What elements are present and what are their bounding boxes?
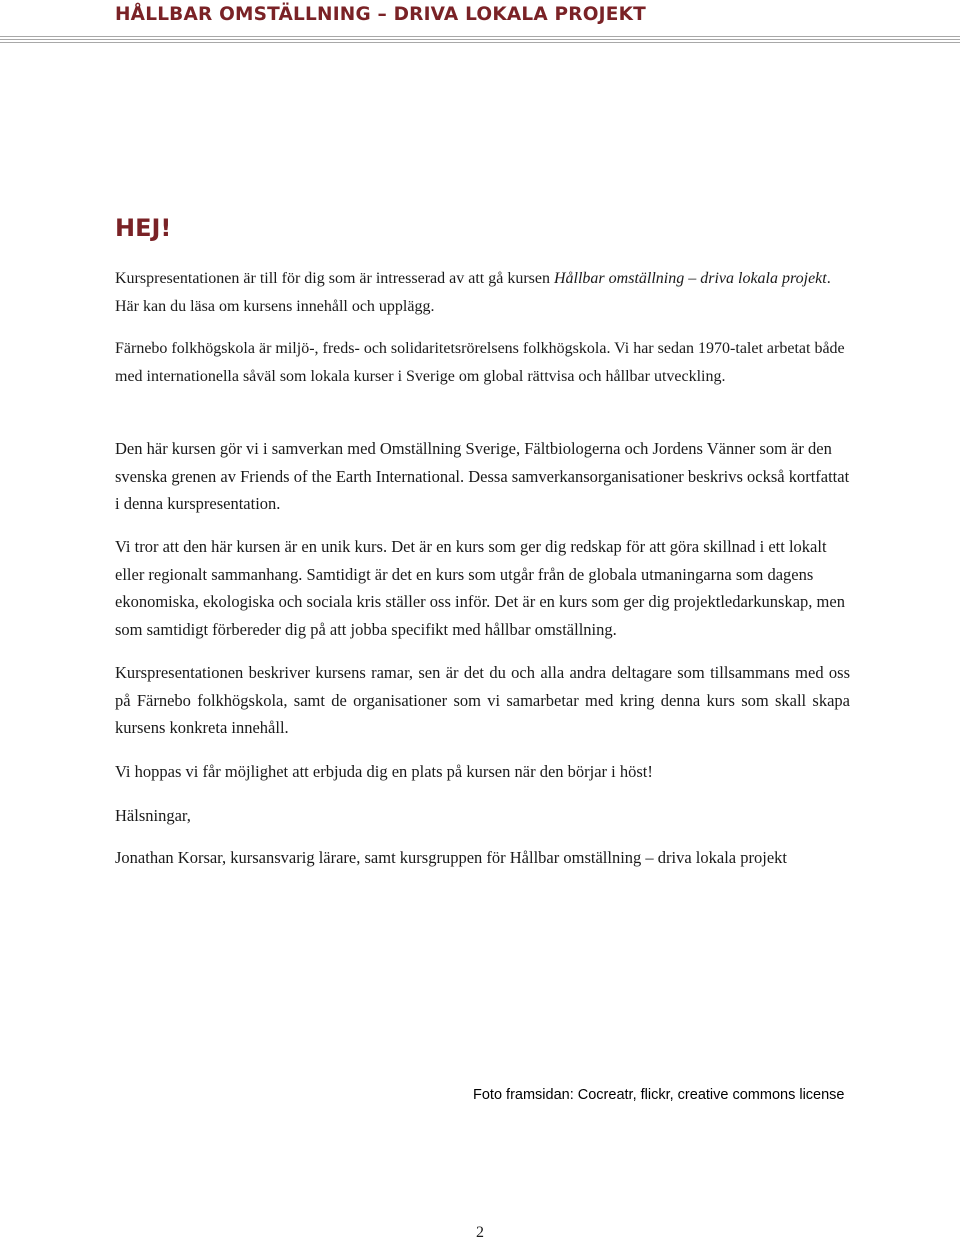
course-description-paragraph: Vi tror att den här kursen är en unik kurs. Det är en kurs som ger dig redskap för att göra skillnad i ett lokalt eller regionalt sammanhang. Samtidigt är det en kurs som utgår från de globala utmaningarna som dagens ekonomiska, ekologiska och sociala kris ställer oss inför. Det är en kurs som ger dig projektledarkunskap, men som samtidigt förbereder dig på att jobba specifikt med hållbar omställning. [115,537,845,639]
signature-line: Jonathan Korsar, kursansvarig lärare, samt kursgruppen för Hållbar omställning – driva lokala projekt [115,848,787,867]
course-name: Hållbar omställning – driva lokala projekt [553,270,827,287]
greeting: Hälsningar, [115,806,191,825]
header-divider [0,36,960,45]
presentation-paragraph: Kurspresentationen beskriver kursens ramar, sen är det du och alla andra deltagare som tillsammans med oss på Färnebo folkhögskola, samt de organisationer som vi samarbetar med kring denna kurs som skall skapa kursens konkreta innehåll. [115,663,850,737]
photo-credit: Foto framsidan: Cocreatr, flickr, creative commons license [473,1087,845,1103]
partners-paragraph: Den här kursen gör vi i samverkan med Omställning Sverige, Fältbiologerna och Jordens Vänner som är den svenska grenen av Friends of the Earth International. Dessa samverkansorganisationer beskrivs också kortfattat i denna kurspresentation. [115,439,850,513]
intro-text-pre: Kurspresentationen är till för dig som är intresserad av att gå kursen [115,270,554,287]
hope-paragraph: Vi hoppas vi får möjlighet att erbjuda dig en plats på kursen när den börjar i höst! [115,762,653,781]
page-heading: HEJ! [115,214,172,242]
running-header-title: HÅLLBAR OMSTÄLLNING – DRIVA LOKALA PROJEKT [115,4,646,25]
school-paragraph: Färnebo folkhögskola är miljö-, freds- och solidaritetsrörelsens folkhögskola. Vi har sedan 1970-talet arbetat både med internationella såväl som lokala kurser i Sverige om global rättvisa och hållbar utveckling. [115,340,845,385]
page-number: 2 [476,1224,484,1241]
intro-paragraph [115,265,850,320]
intro-text-post: . Här kan du läsa om kursens innehåll och upplägg. [115,270,831,315]
